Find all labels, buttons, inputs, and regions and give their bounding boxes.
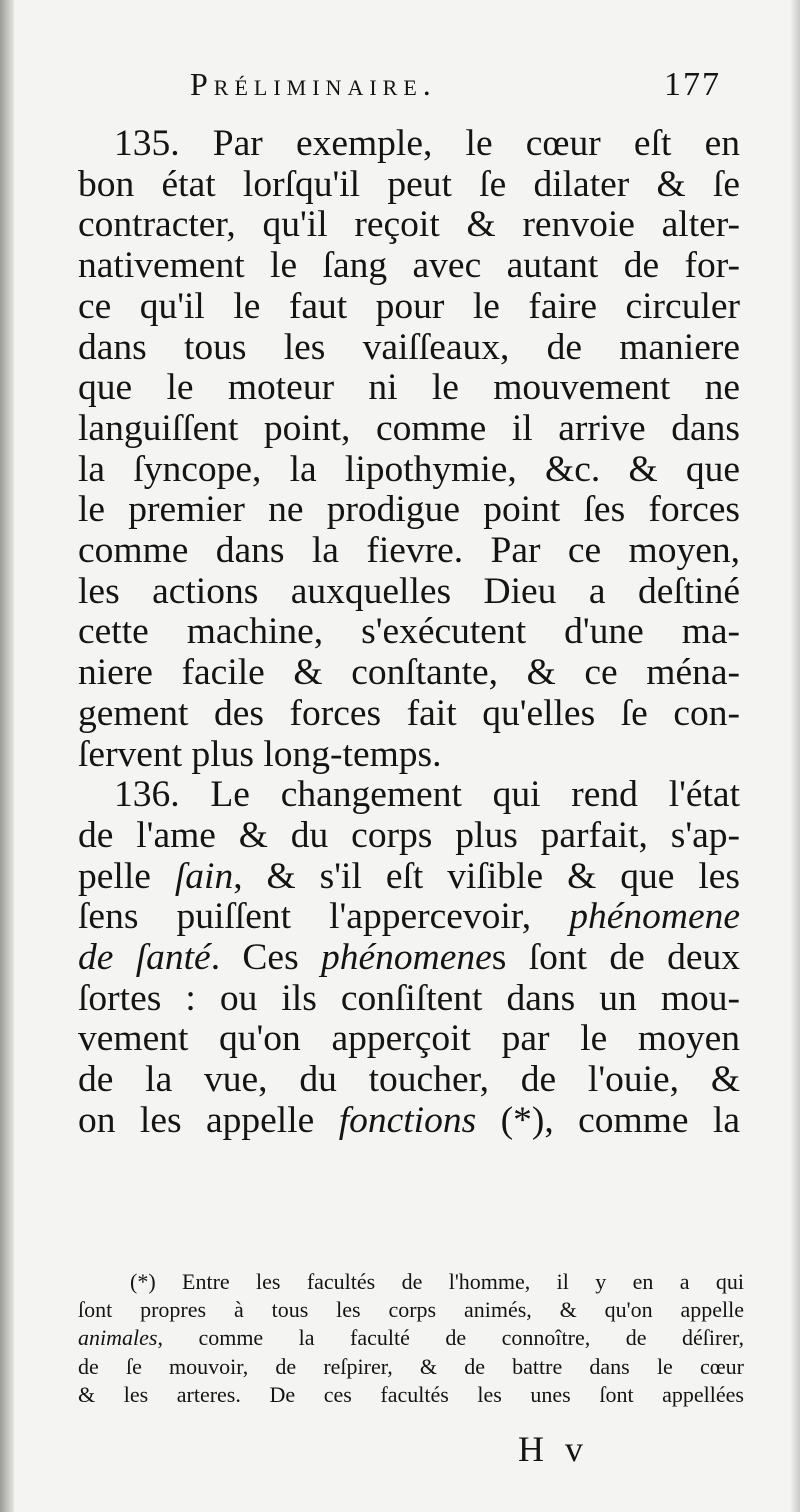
text-line: cette machine, s'exécutent d'une ma- (78, 611, 740, 653)
text-line: niere facile & conſtante, & ce ména- (78, 652, 740, 694)
text-line: bon état lorſqu'il peut ſe dilater & ſe (78, 163, 740, 205)
text-line: contracter, qu'il reçoit & renvoie alter- (78, 204, 740, 246)
footnote-line: ſont propres à tous les corps animés, & qu'on appelle (78, 1297, 744, 1323)
signature-mark: H v (518, 1429, 589, 1469)
footnote-line: animales, comme la faculté de connoître, de déſirer, (78, 1325, 744, 1351)
text-line: ſortes : ou ils conſiſtent dans un mou- (78, 977, 740, 1019)
page-number: 177 (664, 66, 721, 103)
paragraph-135 (78, 124, 740, 775)
text-line: ſervent plus long-temps. (78, 733, 442, 775)
text-line: que le moteur ni le mouvement ne (78, 367, 740, 409)
text-line: comme dans la fievre. Par ce moyen, (78, 530, 740, 572)
text-line: gement des forces fait qu'elles ſe con- (78, 692, 740, 734)
text-line: la ſyncope, la lipothymie, &c. & que (78, 448, 740, 490)
text-line: le premier ne prodigue point ſes forces (78, 489, 740, 531)
text-line: nativement le ſang avec autant de for- (78, 245, 740, 287)
footnote-line: (*) Entre les facultés de l'homme, il y en a qui (130, 1269, 744, 1294)
text-line: 135. Par exemple, le cœur eſt en (114, 123, 740, 164)
paragraph-136 (78, 775, 740, 1141)
text-line: vement qu'on apperçoit par le moyen (78, 1018, 740, 1060)
text-line: dans tous les vaiſſeaux, de maniere (78, 326, 740, 368)
footnote (78, 1268, 744, 1409)
text-line: ce qu'il le faut pour le faire circuler (78, 285, 740, 327)
text-line: on les appelle fonctions (*), comme la (78, 1099, 740, 1141)
text-line: de ſanté. Ces phénomenes ſont de deux (78, 937, 740, 979)
text-line: languiſſent point, comme il arrive dans (78, 407, 740, 449)
text-line: 136. Le changement qui rend l'état (114, 774, 740, 816)
text-line: de la vue, du toucher, de l'ouie, & (78, 1059, 740, 1101)
footnote-line: & les arteres. De ces facultés les unes ſont appellées (78, 1381, 744, 1407)
text-line: de l'ame & du corps plus parfait, s'ap- (78, 814, 740, 856)
text-line: les actions auxquelles Dieu a deſtiné (78, 570, 740, 612)
body-text (78, 124, 740, 1142)
running-head: Préliminaire. (190, 66, 437, 102)
footnote-line: de ſe mouvoir, de reſpirer, & de battre dans le cœur (78, 1353, 744, 1379)
text-line: ſens puiſſent l'appercevoir, phénomene (78, 896, 740, 938)
text-line: pelle ſain, & s'il eſt viſible & que les (78, 855, 740, 897)
